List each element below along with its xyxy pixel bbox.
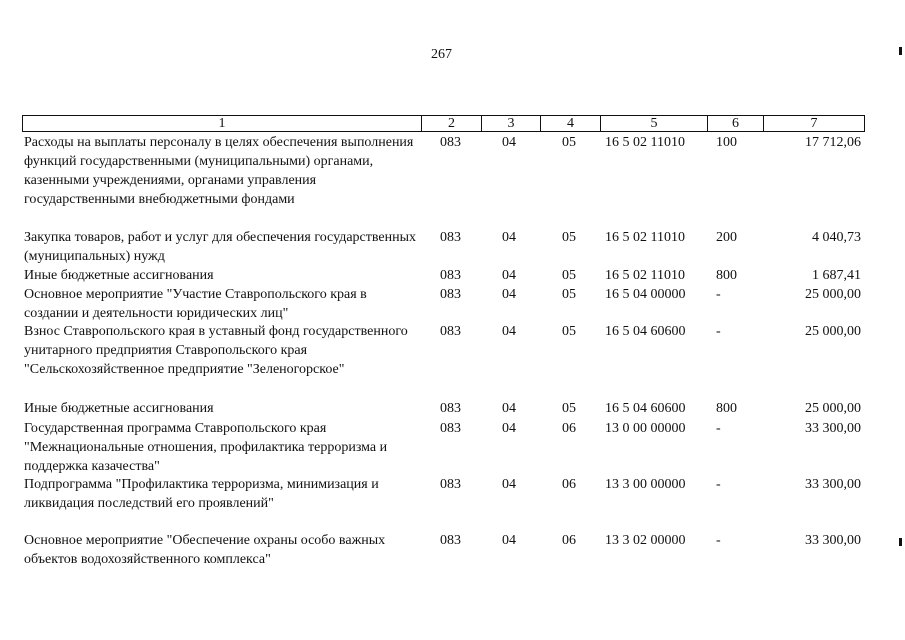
- row-col4: 05: [562, 268, 576, 283]
- row-col3: 04: [502, 324, 516, 339]
- row-col7: 4 040,73: [812, 230, 861, 245]
- row-col4: 05: [562, 401, 576, 416]
- page-number: 267: [431, 47, 452, 62]
- row-col3: 04: [502, 287, 516, 302]
- row-col6: 800: [716, 268, 737, 283]
- row-col6: -: [716, 533, 721, 548]
- column-header-5: 5: [600, 116, 707, 131]
- row-col5: 13 0 00 00000: [605, 421, 686, 436]
- row-col4: 06: [562, 533, 576, 548]
- row-col3: 04: [502, 533, 516, 548]
- row-col4: 05: [562, 230, 576, 245]
- row-col3: 04: [502, 401, 516, 416]
- row-col7: 25 000,00: [805, 324, 861, 339]
- row-col3: 04: [502, 421, 516, 436]
- row-col7: 1 687,41: [812, 268, 861, 283]
- column-header-6: 6: [707, 116, 763, 131]
- row-col5: 16 5 02 11010: [605, 135, 685, 150]
- row-col6: -: [716, 421, 721, 436]
- row-col2: 083: [440, 421, 461, 436]
- row-col7: 33 300,00: [805, 477, 861, 492]
- row-col2: 083: [440, 230, 461, 245]
- row-name: Основное мероприятие "Участие Ставропольского края в создании и деятельности юридических лиц": [24, 287, 367, 321]
- row-col7: 33 300,00: [805, 421, 861, 436]
- row-col4: 05: [562, 287, 576, 302]
- row-col5: 16 5 04 00000: [605, 287, 686, 302]
- row-col6: -: [716, 477, 721, 492]
- row-col2: 083: [440, 477, 461, 492]
- row-col7: 17 712,06: [805, 135, 861, 150]
- row-name: Иные бюджетные ассигнования: [24, 401, 214, 416]
- row-col2: 083: [440, 533, 461, 548]
- row-col4: 05: [562, 135, 576, 150]
- column-header-2: 2: [421, 116, 481, 131]
- row-col7: 25 000,00: [805, 287, 861, 302]
- row-name: Взнос Ставропольского края в уставный фонд государственного унитарного предприятия Ставропольского края "Сельскохозяйственное предприятие "Зеленогорское": [24, 324, 408, 377]
- row-col6: 800: [716, 401, 737, 416]
- row-name: Иные бюджетные ассигнования: [24, 268, 214, 283]
- row-col5: 16 5 02 11010: [605, 230, 685, 245]
- row-col5: 16 5 02 11010: [605, 268, 685, 283]
- row-name: Основное мероприятие "Обеспечение охраны особо важных объектов водохозяйственного комплекса": [24, 533, 386, 567]
- column-header-1: 1: [218, 116, 226, 131]
- row-name: Закупка товаров, работ и услуг для обеспечения государственных (муниципальных) нужд: [24, 230, 417, 264]
- row-col6: -: [716, 287, 721, 302]
- row-col3: 04: [502, 477, 516, 492]
- row-col4: 06: [562, 421, 576, 436]
- row-col2: 083: [440, 287, 461, 302]
- row-col2: 083: [440, 324, 461, 339]
- row-name: Государственная программа Ставропольского края "Межнациональные отношения, профилактика терроризма и поддержка казачества": [24, 421, 388, 474]
- row-col6: 100: [716, 135, 737, 150]
- row-col5: 16 5 04 60600: [605, 324, 686, 339]
- row-col5: 16 5 04 60600: [605, 401, 686, 416]
- row-col4: 05: [562, 324, 576, 339]
- row-name: Подпрограмма "Профилактика терроризма, минимизация и ликвидация последствий его проявлений": [24, 477, 379, 511]
- row-col4: 06: [562, 477, 576, 492]
- row-col5: 13 3 02 00000: [605, 533, 686, 548]
- row-col7: 25 000,00: [805, 401, 861, 416]
- row-col5: 13 3 00 00000: [605, 477, 686, 492]
- row-col2: 083: [440, 135, 461, 150]
- row-col3: 04: [502, 230, 516, 245]
- row-col6: -: [716, 324, 721, 339]
- scan-edge-mark: [899, 47, 902, 55]
- scan-edge-mark: [899, 538, 902, 546]
- row-col7: 33 300,00: [805, 533, 861, 548]
- column-header-7: 7: [763, 116, 864, 131]
- column-header-3: 3: [481, 116, 540, 131]
- row-col6: 200: [716, 230, 737, 245]
- row-col2: 083: [440, 401, 461, 416]
- row-name: Расходы на выплаты персоналу в целях обеспечения выполнения функций государственными (муниципальными) органами, казенными учреждениями, органами управления государственными внебюджетными фондами: [24, 135, 414, 207]
- table-header: [22, 115, 865, 132]
- row-col3: 04: [502, 268, 516, 283]
- row-col3: 04: [502, 135, 516, 150]
- column-header-4: 4: [540, 116, 600, 131]
- row-col2: 083: [440, 268, 461, 283]
